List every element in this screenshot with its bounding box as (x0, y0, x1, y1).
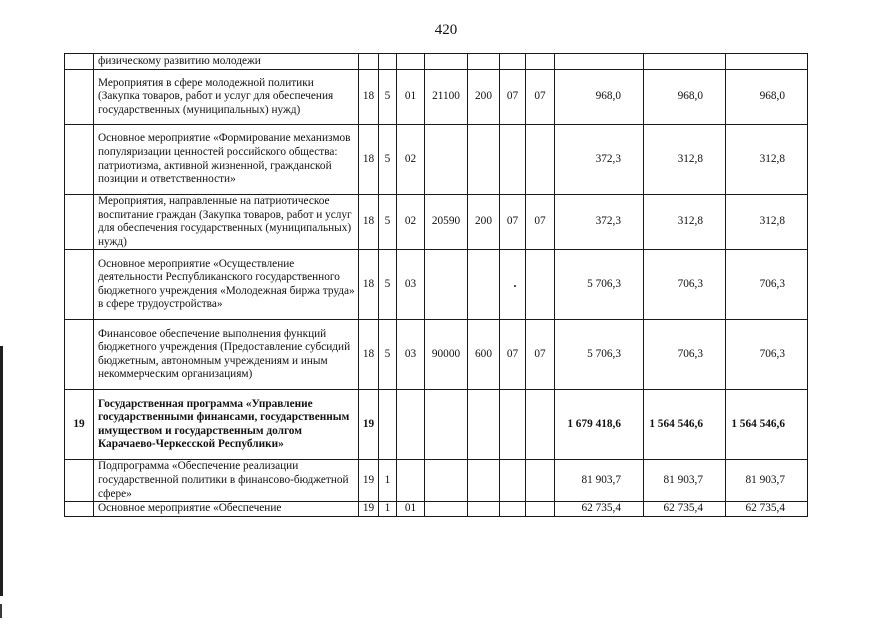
row-number (65, 70, 94, 125)
sum-year-2: 81 903,7 (644, 460, 726, 502)
code-section: 07 (500, 320, 526, 390)
sum-year-1: 5 706,3 (555, 320, 644, 390)
row-name: Основное мероприятие «Осуществление деятельности Республиканского государственного бюджетного учреждения «Молодежная биржа труда» в сфере трудоустройства» (94, 250, 359, 320)
sum-year-1 (555, 54, 644, 70)
code-event: 02 (397, 125, 425, 195)
code-direction: 90000 (425, 320, 468, 390)
code-direction (425, 250, 468, 320)
row-number (65, 195, 94, 250)
code-direction (425, 390, 468, 460)
code-expense-type: 600 (468, 320, 500, 390)
code-program: 19 (359, 390, 379, 460)
row-number (65, 250, 94, 320)
row-name: Основное мероприятие «Обеспечение (94, 502, 359, 517)
scan-speck (514, 285, 516, 287)
table-body (65, 54, 808, 517)
code-expense-type: 200 (468, 70, 500, 125)
page-number: 420 (434, 22, 458, 38)
row-name: Мероприятия в сфере молодежной политики (Закупка товаров, работ и услуг для обеспечения государственных (муниципальных) нужд) (94, 70, 359, 125)
code-subsection (526, 125, 555, 195)
code-section (500, 54, 526, 70)
sum-year-3: 706,3 (726, 320, 808, 390)
code-program (359, 54, 379, 70)
code-event (397, 54, 425, 70)
code-subprogram (379, 390, 397, 460)
code-subsection (526, 54, 555, 70)
row-name: Финансовое обеспечение выполнения функций бюджетного учреждения (Предоставление субсидий бюджетным, автономным учреждениям и иным некоммерческим организациям) (94, 320, 359, 390)
row-number (65, 502, 94, 517)
code-expense-type (468, 54, 500, 70)
code-section: 07 (500, 195, 526, 250)
code-direction: 20590 (425, 195, 468, 250)
code-program: 19 (359, 460, 379, 502)
row-number (65, 125, 94, 195)
code-expense-type (468, 125, 500, 195)
row-number (65, 54, 94, 70)
table-row (65, 502, 808, 517)
code-subsection (526, 460, 555, 502)
code-program: 19 (359, 502, 379, 517)
sum-year-3 (726, 54, 808, 70)
sum-year-3: 312,8 (726, 125, 808, 195)
sum-year-1: 62 735,4 (555, 502, 644, 517)
code-subsection (526, 502, 555, 517)
sum-year-3: 81 903,7 (726, 460, 808, 502)
scan-edge-dot (0, 604, 2, 618)
table-row (65, 390, 808, 460)
code-section: 07 (500, 70, 526, 125)
code-subsection: 07 (526, 320, 555, 390)
code-program: 18 (359, 195, 379, 250)
code-event: 03 (397, 320, 425, 390)
sum-year-2: 706,3 (644, 250, 726, 320)
code-subprogram: 1 (379, 460, 397, 502)
code-subprogram: 5 (379, 70, 397, 125)
sum-year-3: 312,8 (726, 195, 808, 250)
code-expense-type (468, 390, 500, 460)
sum-year-2: 706,3 (644, 320, 726, 390)
code-subsection: 07 (526, 195, 555, 250)
code-event (397, 460, 425, 502)
code-subprogram: 5 (379, 320, 397, 390)
code-direction (425, 502, 468, 517)
code-program: 18 (359, 125, 379, 195)
code-expense-type (468, 250, 500, 320)
row-name: Государственная программа «Управление государственными финансами, государственным имуществом и государственным долгом Карачаево-Черкесской Республики» (94, 390, 359, 460)
table-row (65, 195, 808, 250)
sum-year-1: 81 903,7 (555, 460, 644, 502)
code-event: 03 (397, 250, 425, 320)
code-subprogram: 1 (379, 502, 397, 517)
sum-year-1: 968,0 (555, 70, 644, 125)
sum-year-2: 62 735,4 (644, 502, 726, 517)
table-row (65, 250, 808, 320)
row-name: физическому развитию молодежи (94, 54, 359, 70)
table-row (65, 70, 808, 125)
code-program: 18 (359, 70, 379, 125)
code-section (500, 502, 526, 517)
row-name: Подпрограмма «Обеспечение реализации государственной политики в финансово-бюджетной сфере» (94, 460, 359, 502)
sum-year-2: 312,8 (644, 195, 726, 250)
code-section (500, 460, 526, 502)
code-direction (425, 460, 468, 502)
budget-table (64, 53, 808, 517)
row-name: Мероприятия, направленные на патриотическое воспитание граждан (Закупка товаров, работ и услуг для обеспечения государственных (муниципальных) нужд) (94, 195, 359, 250)
code-direction: 21100 (425, 70, 468, 125)
sum-year-1: 1 679 418,6 (555, 390, 644, 460)
table-row (65, 460, 808, 502)
sum-year-2: 312,8 (644, 125, 726, 195)
code-event: 01 (397, 70, 425, 125)
code-subprogram: 5 (379, 125, 397, 195)
row-number (65, 460, 94, 502)
code-program: 18 (359, 320, 379, 390)
code-subprogram: 5 (379, 250, 397, 320)
code-direction (425, 54, 468, 70)
code-event: 01 (397, 502, 425, 517)
code-event (397, 390, 425, 460)
code-subsection (526, 390, 555, 460)
sum-year-1: 372,3 (555, 195, 644, 250)
code-program: 18 (359, 250, 379, 320)
code-expense-type: 200 (468, 195, 500, 250)
code-expense-type (468, 460, 500, 502)
code-subsection: 07 (526, 70, 555, 125)
code-subprogram (379, 54, 397, 70)
sum-year-2 (644, 54, 726, 70)
sum-year-2: 1 564 546,6 (644, 390, 726, 460)
code-section (500, 390, 526, 460)
code-subprogram: 5 (379, 195, 397, 250)
sum-year-3: 1 564 546,6 (726, 390, 808, 460)
sum-year-1: 5 706,3 (555, 250, 644, 320)
sum-year-3: 968,0 (726, 70, 808, 125)
row-name: Основное мероприятие «Формирование механизмов популяризации ценностей российского общества: патриотизма, активной жизненной, гражданской позиции и ответственности» (94, 125, 359, 195)
sum-year-1: 372,3 (555, 125, 644, 195)
code-subsection (526, 250, 555, 320)
table-row (65, 320, 808, 390)
table-row (65, 125, 808, 195)
sum-year-2: 968,0 (644, 70, 726, 125)
code-direction (425, 125, 468, 195)
code-expense-type (468, 502, 500, 517)
sum-year-3: 62 735,4 (726, 502, 808, 517)
scan-edge-mark (0, 346, 3, 596)
code-section (500, 125, 526, 195)
table-row (65, 54, 808, 70)
code-event: 02 (397, 195, 425, 250)
code-section (500, 250, 526, 320)
row-number: 19 (65, 390, 94, 460)
row-number (65, 320, 94, 390)
sum-year-3: 706,3 (726, 250, 808, 320)
